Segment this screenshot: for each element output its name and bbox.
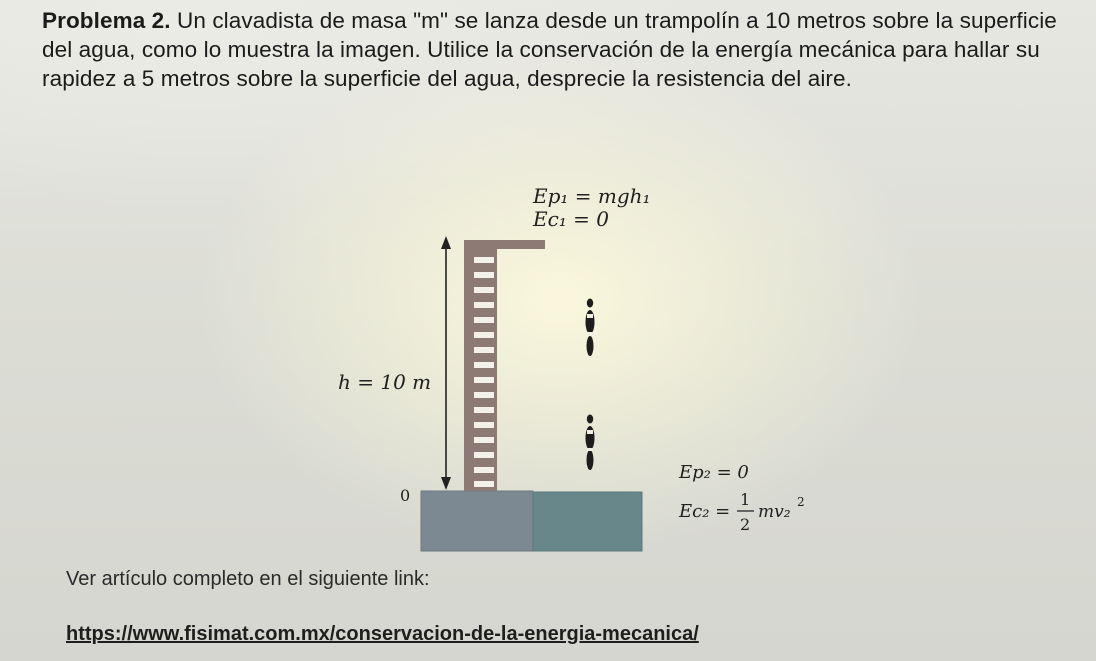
diving-tower bbox=[464, 240, 545, 491]
article-label: Ver artículo completo en el siguiente link: bbox=[66, 568, 430, 590]
water-pool-right bbox=[533, 492, 642, 551]
height-label: h = 10 m bbox=[338, 370, 432, 394]
ec2-fraction-denominator: 2 bbox=[740, 515, 751, 534]
ec1-label: Ec₁ = 0 bbox=[533, 207, 610, 231]
ec2-label-left: Ec₂ = bbox=[679, 501, 731, 522]
problem-body: Un clavadista de masa "m" se lanza desde un trampolín a 10 metros sobre la superficie del agua, como lo muestra la imagen. Utilice la conservación de la energía mecánica para hallar su rapidez a 5 metros sobre la superficie del agua, desprecie la resistencia del aire. bbox=[42, 8, 1057, 91]
zero-label: 0 bbox=[400, 486, 411, 505]
height-arrow bbox=[441, 236, 451, 490]
water-pool-left bbox=[421, 491, 533, 551]
diving-board bbox=[464, 240, 545, 249]
ec2-fraction-numerator: 1 bbox=[740, 490, 751, 509]
problem-label: Problema 2. bbox=[42, 8, 171, 33]
ec2-label-right: mv₂ bbox=[758, 502, 791, 522]
diver-lower-figure bbox=[586, 415, 595, 471]
article-link[interactable]: https://www.fisimat.com.mx/conservacion-de-la-energia-mecanica/ bbox=[66, 623, 699, 645]
ec2-exponent: 2 bbox=[797, 495, 805, 509]
diver-upper-figure bbox=[586, 299, 595, 357]
ep2-label: Ep₂ = 0 bbox=[679, 462, 749, 483]
ep1-label: Ep₁ = mgh₁ bbox=[533, 184, 651, 208]
